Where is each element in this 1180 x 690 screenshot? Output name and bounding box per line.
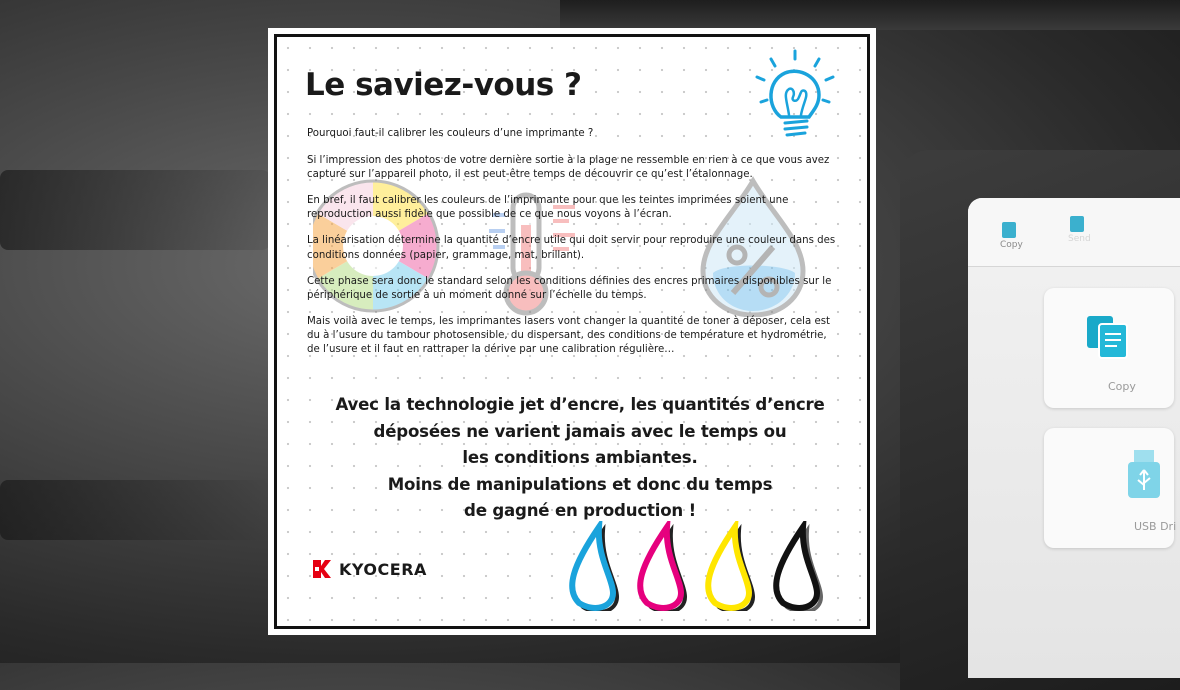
highlight-line: déposées ne varient jamais avec le temps ou <box>373 421 787 441</box>
usb-drive-icon <box>1126 450 1162 500</box>
poster-paragraph: Pourquoi faut-il calibrer les couleurs d’une imprimante ? <box>307 128 594 139</box>
send-icon[interactable] <box>1070 216 1084 232</box>
poster-body <box>307 127 837 369</box>
kyocera-mark-icon <box>311 558 333 580</box>
yellow-ink-drop-icon <box>708 527 753 611</box>
highlight-line: les conditions ambiantes. <box>462 448 698 467</box>
copy-icon[interactable] <box>1002 222 1016 238</box>
kyocera-logo <box>311 557 427 581</box>
highlight-line: Avec la technologie jet d’encre, les quantités d’encre <box>335 395 825 414</box>
printer-touchscreen <box>968 198 1180 678</box>
poster-paragraph: Cette phase sera donc le standard selon les conditions définies des encres primaires disponibles sur le périphérique de sortie à un moment donné sur l’échelle du temps. <box>307 275 832 301</box>
poster-paragraph: Si l’impression des photos de votre dernière sortie à la plage ne ressemble en rien à ce que vous avez capturé sur l’appareil photo, il est peut-être temps de découvrir ce qu’est l’étalonnage. <box>307 155 830 181</box>
poster <box>268 28 876 635</box>
highlight-line: Moins de manipulations et donc du temps <box>387 474 773 494</box>
highlight-line: de gagné en production ! <box>464 501 696 520</box>
poster-highlight <box>297 392 863 525</box>
poster-paragraph: Mais voilà avec le temps, les imprimantes lasers vont changer la quantité de toner à déposer, cela est du à l’usure du tambour photosensible, du dispersant, des conditions de température et hydrométrie, de l’usure et il faut en rattraper la dérive par une calibration régulière… <box>307 315 831 356</box>
screen-top-bar <box>968 198 1180 267</box>
background-shading <box>0 480 270 540</box>
black-ink-drop-icon <box>776 527 821 611</box>
poster-paragraph: En bref, il faut calibrer les couleurs de l’imprimante pour que les teintes imprimées soient une reproduction aussi fidèle que possible de ce que nous voyons à l’écran. <box>307 195 789 221</box>
printer-top-edge <box>560 0 1180 30</box>
poster-paragraph: La linéarisation détermine la quantité d’encre utile qui doit servir pour reproduire une couleur dans des conditions données (papier, grammage, mat, brillant). <box>307 235 836 261</box>
cyan-ink-drop-icon <box>572 527 617 611</box>
copy-tile-label: Copy <box>1108 380 1136 393</box>
ink-drops <box>567 521 843 611</box>
brand-name: KYOCERA <box>339 559 427 579</box>
magenta-ink-drop-icon <box>640 527 685 611</box>
poster-headline: Le saviez-vous ? <box>305 67 582 103</box>
copy-icon <box>1085 310 1133 360</box>
screen-copy-label: Copy <box>1000 240 1023 250</box>
background-shading <box>0 170 270 250</box>
screen-send-label: Send <box>1068 234 1091 244</box>
poster-content <box>274 34 870 629</box>
usb-tile-label: USB Dri <box>1134 520 1177 533</box>
